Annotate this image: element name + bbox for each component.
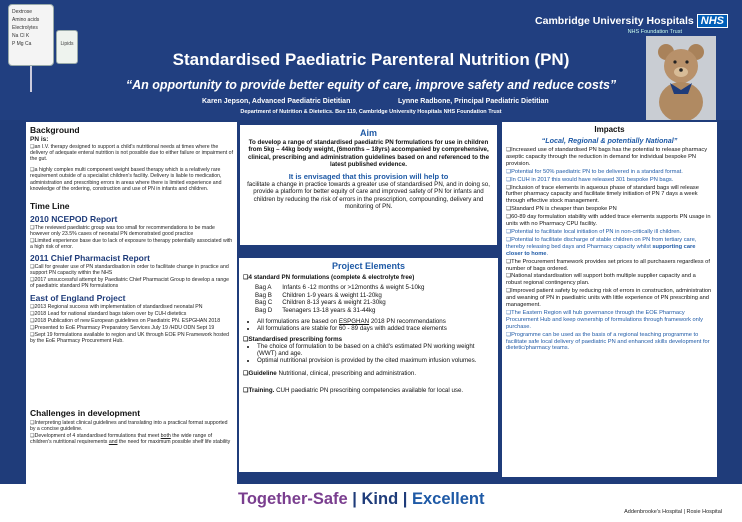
impacts-text (506, 147, 713, 352)
timeline-point: ❑Sept 19 formulations available to region and UK through EOE PN Framework hosted by the EoE Pharmacy Procurement Hub. (30, 331, 229, 344)
challenge-text: the wide range of children's nutritional requirements (30, 433, 213, 446)
teddy-bear-icon (646, 36, 716, 120)
lipid-label: Lipids (60, 41, 74, 47)
envisaged-text: facilitate a change in practice towards a greater use of standardised PN, and in doing so, provide a platform for better equity of care and improved safety of PN for infants and children by reducing the risk of errors in the prescription, compounding, delivery and monitoring of PN. (247, 181, 490, 211)
poster-header (0, 0, 742, 120)
formulation-note (257, 318, 494, 325)
guideline-label: ❑Guideline (243, 369, 277, 377)
aim-panel (238, 123, 499, 247)
training-text: CUH paediatric PN prescribing competencies available for local use. (274, 387, 464, 394)
background-point: ❑an I.V. therapy designed to support a child's nutritional needs at times where the delivery of adequate enteral nutrition is not possible due to either failure or impairment of the gut. (30, 144, 234, 163)
impacts-panel (502, 122, 717, 477)
timeline-heading: East of England Project (30, 292, 126, 303)
impact-point: ❑Improved patient safety by reducing risk of errors in construction, administration and weaning of PN in paediatric units with little experience of PN prescribing and management. (506, 288, 712, 309)
slogan-separator: | (398, 490, 412, 508)
bag-name: Bag A (255, 284, 272, 292)
timeline-point: ❑Call for greater use of PN standardisation in order to facilitate change in practice and support PN capacity within the NHS (30, 264, 229, 277)
poster-title: Standardised Paediatric Parenteral Nutrition (PN) (172, 50, 570, 69)
impact-point: ❑The Procurement framework provides set prices to all purchasers regardless of number of bags ordered. (506, 258, 710, 272)
bag-table (255, 284, 434, 314)
aim-text: To develop a range of standardised paediatric PN formulations for use in children from 5kg – 44kg body weight, (6months – 18yrs) accompanied by comprehensive, clinical, prescribing and administration guidelines based on and referenced to the latest published evidence. (247, 139, 490, 168)
impact-point (506, 237, 713, 258)
guideline-text: Nutritional, clinical, prescribing and administration. (276, 369, 417, 377)
impact-text: . (546, 250, 549, 257)
author: Karen Jepson, Advanced Paediatric Dietitian (202, 98, 351, 105)
challenge-text: and (108, 439, 118, 446)
bag-row (255, 307, 434, 314)
impacts-heading: Impacts (594, 125, 625, 134)
nhs-logo: NHS (697, 14, 728, 28)
bag-row (255, 292, 434, 299)
values-slogan (238, 490, 484, 509)
timeline-heading: 2011 Chief Pharmacist Report (30, 253, 150, 264)
challenge-text: both (160, 433, 171, 440)
project-elements-panel (237, 256, 500, 474)
bag-name: Bag B (255, 291, 272, 299)
bag-desc: Children 8-13 years & weight 21-30kg (282, 299, 386, 307)
author: Lynne Radbone, Principal Paediatric Dietitian (398, 98, 549, 105)
drip-label: K (25, 33, 30, 39)
drip-label: Electrolytes (12, 25, 38, 31)
impact-point: ❑Potential to facilitate local initiation of PN in non-critically ill children. (506, 228, 682, 235)
drip-label: Mg (16, 41, 24, 47)
bag-desc: Infants 6 -12 months or >12months & weight 5-10kg (282, 284, 425, 292)
trust-name: NHS Foundation Trust (627, 29, 682, 35)
impact-text: supporting care closer to home (506, 243, 696, 257)
bag-row (255, 284, 434, 291)
impact-point: ❑National standardisation will support both multiple supplier capacity and a robust regional contingency plan. (506, 273, 696, 287)
timeline-heading: 2010 NCEPOD Report (30, 213, 118, 224)
challenge-point (30, 433, 233, 445)
drip-label: Amino acids (12, 17, 40, 23)
background-text (30, 137, 233, 192)
formulation-note: • All formulations are stable for 60 - 89 days with added trace elements (257, 325, 494, 332)
drip-label: P (12, 41, 16, 47)
project-heading: Project Elements (331, 261, 406, 271)
section-heading: Time Line (30, 200, 70, 211)
challenge-point: ❑Interpreting latest clinical guidelines and translating into a practical format supported by a concise guideline. (30, 420, 228, 433)
bag-row (255, 299, 434, 306)
timeline-text (30, 264, 233, 289)
timeline-point: ❑2018 Lead for national standard bags taken over by CUH dietetics (30, 310, 187, 317)
forms-note: • Optimal nutritional provision is provided by the cited maximum infusion volumes. (257, 357, 494, 364)
impact-point: ❑The Eastern Region will hub governance through the EOE Pharmacy Procurement Hub and keep ownership of formulations through framework only purchase. (506, 309, 703, 330)
slogan-part: Together-Safe (238, 490, 348, 508)
impacts-subheading: “Local, Regional & potentially National” (541, 136, 678, 145)
impact-point: ❑Standard PN is cheaper than bespoke PN (506, 206, 617, 213)
slogan-separator: | (347, 490, 362, 508)
formulations-heading: ❑4 standard PN formulations (complete & electrolyte free) (243, 274, 415, 281)
bag-name: Bag D (255, 306, 273, 314)
drip-label: Cl (19, 33, 25, 39)
challenges-panel (26, 405, 237, 488)
challenges-text (30, 420, 233, 445)
timeline-point: ❑2013 Regional success with implementation of standardised neonatal PN (30, 303, 203, 310)
impact-point: ❑60-89 day formulation stability with added trace elements supports PN usage in units with no Pharmacy CPU facility. (506, 214, 711, 228)
section-heading: Challenges in development (30, 408, 141, 418)
hospital-logo (535, 14, 728, 28)
challenge-text: ❑Development of 4 standardised formulations that meet (30, 433, 161, 440)
timeline-point: ❑2017 unsuccessful attempt by Paediatric Chief Pharmacist Group to develop a range of paediatric standard PN formulations (30, 277, 230, 290)
hospital-name: Cambridge University Hospitals (535, 15, 694, 27)
bag-desc: Children 1-9 years & weight 11-20kg (282, 291, 382, 299)
slogan-part: Excellent (411, 490, 485, 508)
forms-heading: ❑Standardised prescribing forms (243, 335, 343, 343)
hospital-names: Addenbrooke's Hospital | Rosie Hospital (624, 509, 722, 515)
timeline-point: ❑Presented to EoE Pharmacy Preparatory Services July 19 /HDU ODN Sept 19 (30, 324, 215, 331)
project-text (243, 274, 494, 394)
impact-point: ❑Programme can be used as the basis of a regional teaching programme to facilitate safe local delivery of paediatric PN and enhanced skills development for dietetic/pharmacy teams. (506, 331, 710, 352)
timeline-text (30, 225, 233, 250)
training-line (243, 387, 494, 394)
department: Department of Nutrition & Dietetics. Box 119, Cambridge University Hospitals NHS Foundation Trust (240, 109, 502, 115)
impact-point: ❑In CUH in 2017 this would have released 301 bespoke PN bags. (506, 176, 674, 183)
impact-point: ❑Increased use of standardised PN bags has the potential to release pharmacy aseptic capacity through the reduction in demand for individual bespoke PN provision. (506, 147, 708, 167)
guideline-line (243, 370, 494, 377)
impact-point: ❑Potential for 50% paediatric PN to be delivered in a standard format. (506, 168, 683, 175)
slogan-part: Kind (361, 490, 399, 508)
timeline-point: ❑Limited experience base due to lack of exposure to therapy potentially associated with a high risk of error. (30, 237, 233, 251)
forms-note: • The choice of formulation to be based on a child's estimated PN working weight (WWT) and age. (257, 343, 494, 358)
drip-label: Ca (24, 41, 32, 47)
note-text: ESPGHAN (338, 317, 370, 325)
impact-point: ❑Inclusion of trace elements in aqueous phase of standard bags will release further pharmacy capacity and facilitate timely initiation of PN 7 days a week through effective stock management. (506, 184, 699, 205)
formulation-notes (257, 318, 494, 333)
note-text: All formulations are based on (257, 317, 339, 325)
poster-subtitle: “An opportunity to provide better equity of care, improve safety and reduce costs” (125, 78, 617, 92)
bag-name: Bag C (255, 299, 273, 307)
background-question: PN is: (30, 136, 49, 143)
drip-label: Na (12, 33, 19, 39)
impact-text: ❑Potential to facilitate discharge of stable children on PN from tertiary care, thereby releasing bed days and Pharmacy capacity whilst (506, 236, 697, 250)
timeline-point: ❑2018 Publication of new European guidelines on Paediatric PN. ESPGHAN 2018 (30, 317, 221, 324)
envisaged-heading: It is envisaged that this provision will help to (288, 172, 449, 182)
challenge-text: the need for maximum possible shelf life stability (117, 439, 231, 446)
training-label: ❑Training. (243, 387, 275, 394)
drip-label: Dextrose (12, 9, 33, 15)
note-text: 2018 PN recommendations (369, 317, 446, 325)
aim-heading: Aim (359, 128, 377, 138)
forms-notes (257, 343, 494, 365)
timeline-text (30, 304, 233, 345)
background-point: ❑a highly complex multi component weight based therapy which is a relatively rare requirement outside of a specialist children's facility. Delivery is liable to medication, administration and prescribing errors in areas where there is limited experience and knowledge of the ordering, construction and use of PN in infants and children. (30, 167, 222, 192)
section-heading: Background (30, 125, 80, 135)
timeline-point: ❑The reviewed paediatric group was too small for recommendations to be made however only 23.5% cases of neonatal PN demonstrated good practice (30, 224, 215, 237)
bag-desc: Teenagers 13-18 years & 31-44kg (282, 306, 376, 314)
